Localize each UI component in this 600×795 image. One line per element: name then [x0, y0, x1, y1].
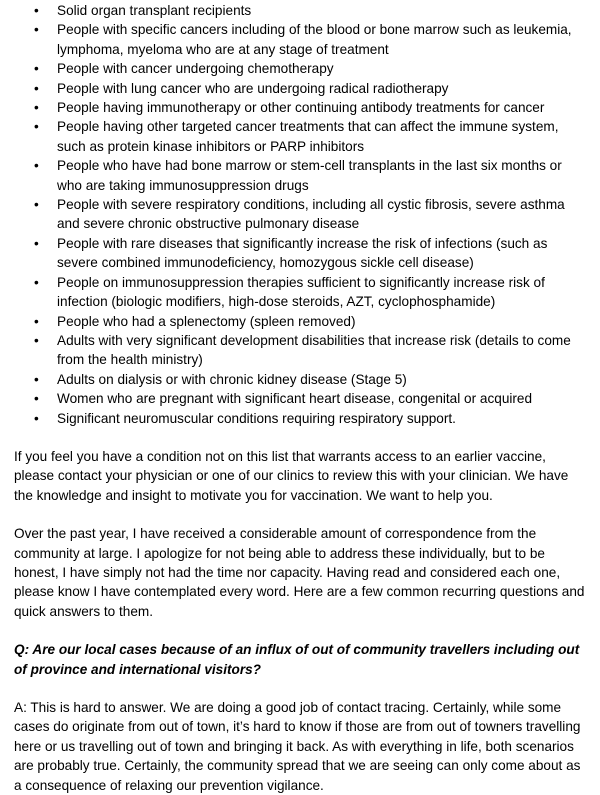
- list-item: [14, 195, 586, 234]
- eligibility-list: [14, 1, 586, 428]
- list-item: [14, 273, 586, 312]
- correspondence-paragraph: Over the past year, I have received a considerable amount of correspondence from the community at large. I apologize for not being able to address these individually, but to be honest, I have simply not had the time nor capacity. Having read and considered each one, please know I have contemplated every word. Here are a few common recurring questions and quick answers to them.: [14, 526, 585, 619]
- bullet-icon: •: [34, 391, 39, 407]
- list-item-text: Adults on dialysis or with chronic kidney disease (Stage 5): [57, 371, 407, 387]
- list-item-text: People who had a splenectomy (spleen removed): [57, 313, 356, 329]
- bullet-icon: •: [34, 410, 39, 426]
- list-item-text: People with lung cancer who are undergoing radical radiotherapy: [57, 80, 449, 96]
- list-item-text: Solid organ transplant recipients: [57, 3, 252, 18]
- list-item: [14, 312, 586, 331]
- spacer: [14, 505, 586, 524]
- bullet-icon: •: [34, 235, 39, 251]
- list-item: [14, 98, 586, 117]
- list-item-text: People with specific cancers including of the blood or bone marrow such as leukemia, lymphoma, myeloma who are at any stage of treatment: [57, 22, 572, 57]
- list-item: [14, 234, 586, 273]
- list-item: [14, 20, 586, 59]
- bullet-icon: •: [34, 100, 39, 116]
- list-item-text: People with severe respiratory conditions, including all cystic fibrosis, severe asthma and severe chronic obstructive pulmonary disease: [57, 197, 565, 232]
- spacer: [14, 621, 586, 640]
- list-item: [14, 331, 586, 370]
- answer-paragraph: A: This is hard to answer. We are doing a good job of contact tracing. Certainly, while some cases do originate from out of town, it’s hard to know if those are from out of towners travelling here or us travelling out of town and bringing it back. As with everything in life, both scenarios are probably true. Certainly, the community spread that we are seeing can only come about as a consequence of relaxing our prevention vigilance.: [14, 700, 581, 793]
- list-item-text: Women who are pregnant with significant heart disease, congenital or acquired: [57, 391, 533, 407]
- list-item: [14, 156, 586, 195]
- bullet-icon: •: [34, 22, 39, 38]
- list-item: [14, 117, 586, 156]
- list-item: [14, 370, 586, 389]
- bullet-icon: •: [34, 197, 39, 213]
- list-item-text: People who have had bone marrow or stem-cell transplants in the last six months or who are taking immunosuppression drugs: [57, 158, 562, 193]
- bullet-icon: •: [34, 119, 39, 135]
- list-item-text: Significant neuromuscular conditions requiring respiratory support.: [57, 410, 456, 426]
- list-item-text: People having immunotherapy or other continuing antibody treatments for cancer: [57, 100, 545, 116]
- list-item-text: People with rare diseases that significantly increase the risk of infections (such as severe combined immunodeficiency, homozygous sickle cell disease): [57, 235, 548, 271]
- bullet-icon: •: [34, 61, 39, 77]
- spacer: [14, 679, 586, 698]
- bullet-icon: •: [34, 332, 39, 348]
- list-item-text: People with cancer undergoing chemotherapy: [57, 61, 334, 77]
- bullet-icon: •: [34, 313, 39, 329]
- bullet-icon: •: [34, 3, 39, 18]
- spacer: [14, 428, 586, 447]
- bullet-icon: •: [34, 274, 39, 290]
- condition-note-paragraph: If you feel you have a condition not on this list that warrants access to an earlier vaccine, please contact your physician or one of our clinics to review this with your clinician. We have the knowledge and insight to motivate you for vaccination. We want to help you.: [14, 448, 569, 503]
- question-heading: Q: Are our local cases because of an influx of out of community travellers including out of province and international visitors?: [14, 642, 580, 677]
- bullet-icon: •: [34, 371, 39, 387]
- bullet-icon: •: [34, 158, 39, 174]
- list-item: [14, 409, 586, 428]
- list-item-text: People on immunosuppression therapies sufficient to significantly increase risk of infection (biologic modifiers, high-dose steroids, AZT, cyclophosphamide): [57, 274, 545, 310]
- bullet-icon: •: [34, 80, 39, 96]
- list-item: [14, 389, 586, 408]
- list-item-text: People having other targeted cancer treatments that can affect the immune system, such as protein kinase inhibitors or PARP inhibitors: [57, 119, 559, 154]
- list-item-text: Adults with very significant development disabilities that increase risk (details to come from the health ministry): [57, 332, 571, 368]
- list-item: [14, 1, 586, 20]
- list-item: [14, 79, 586, 98]
- list-item: [14, 59, 586, 78]
